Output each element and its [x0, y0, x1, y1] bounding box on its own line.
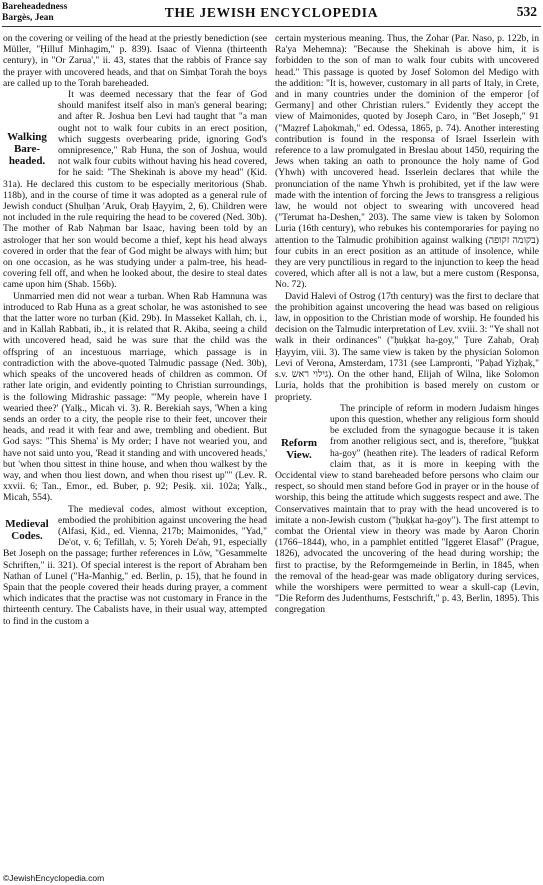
page-title: THE JEWISH ENCYCLOPEDIA — [164, 5, 379, 20]
paragraph: The medieval codes, almost without exception, embodied the prohibition against uncovering the head (Alfasi, Ḳid., ed. Vienna, 217b; Maimonides, "Yad," De'ot, v. 6; Tefillah, v. 5; Yoreh De'ah, 91, especially Bet Joseph on the passage; further references in Löw, "Gesammelte Schriften," ii. 321). Of special interest is the report of Abraham ben Nathan of Lunel ("Ha-Manhig," ed. Berlin, p. 15), that he found in Spain that the people covered their heads during prayer, a comment which indicates that the practise was not customary in France in the thirteenth century. The Cabalists have, in their usual way, attempted to find in the custom a — [3, 503, 267, 627]
copyright-footer: ©JewishEncyclopedia.com — [3, 873, 105, 883]
paragraph: The principle of reform in modern Judaism hinges upon this question, whether any religious form should be excluded from the synagogue because it is taken from another religious sect, and is, therefore, "ḥuḳḳat ha-goy" (heathen rite). The leaders of radical Reform claim that, as it is more in keeping with the Occidental view to stand bareheaded before persons who claim our respect, so should men stand before God in prayer or in the house of worship, this being the attitude which suggests respect and awe. The Conservatives maintain that to pray with the head uncovered is to imitate a non-Jewish custom ("ḥuḳḳat ha-goy"). The first attempt to combat the Oriental view in theory was made by Aaron Chorin (1766–1844), who, in a pamphlet entitled "Iggeret Elasaf" (Prague, 1826), advocated the uncovering of the head during worship; the first to practise, by the Reformgemeinde in Berlin, in 1845, when the removal of the head-gear was made obligatory during services, while the worshipers were permitted to wear a skull-cap (Levin, "Die Reform des Judenthums, Festschrift," p. 43, Berlin, 1895). This congregation — [275, 402, 539, 616]
side-heading-medieval-codes: Medieval Codes. — [5, 517, 49, 542]
paragraph: certain mysterious meaning. Thus, the Zohar (Par. Naso, p. 122b, in Ra'ya Mehemna): "Because the Shekinah is above him, it is forbidden to the son of man to walk four cubits with uncovered head." This passage is quoted by Josef Solomon del Medigo with the addition: "It is, however, customary in all parts of Italy, in Crete, and in many countries under the dominion of the emperor [of Germany] and other Christian rulers." Evidently they accept the view of Maimonides, quoted by Joseph Caro, in "Bet Joseph," 91 ("Maẓref Laḥokmah," ed. Odessa, 1865, p. 74). Another interesting contribution is found in the responsa of Israel Isserlein with reference to a law promulgated in Breslau about 1450, requiring the Jews when taking an oath to pronounce the holy name of God (Yhwh) with uncovered head. Isserlein declares that while the pronunciation of the name Yhwh is prohibited, yet if the law were made with the intention of forcing the Jews to transgress a religious law, he would not object to swearing with uncovered head ("Terumat ha-Deshen," 203). The same view is taken by Solomon Luria (16th century), who rebukes his contemporaries for paying no attention to the Talmudic prohibition against walking (בקומה זקופה) four cubits in an erect position as an attitude of insolence, while they are very punctilious in regard to the injunction to keep the head covered, which after all is not a law, but a mere custom (Responsa, No. 72). — [275, 33, 539, 291]
entry-range-last: Bargès, Jean — [2, 13, 54, 23]
page-number: 532 — [516, 4, 537, 19]
paragraph: Unmarried men did not wear a turban. When Rab Hamnuna was introduced to Rab Huna as a great scholar, he was astonished to see that the latter wore no turban (Ḳid. 29b). In Masseket Kallah, ch. i., and in Kallah Rabbati, ib., it is related that R. Akiba, seeing a child with uncovered head, said he was sure that the child was the offspring of an incestuous marriage, which passage is in contradiction with the above-quoted Talmudic passage (Ned. 30b), which speaks of the uncovered heads of children as common. Of rather late origin, and evidently pointing to Christian surroundings, is the following Midrashic passage: "'My people, wherein have I wearied thee?' (Yalḳ., Micah vi. 3). R. Berekiah says, 'When a king sends an order to a city, the people rise to their feet, uncover their heads, and read it with fear and awe, trembling and obedient. But God says: "This Shema' is My order; I have not wearied you, and have not said unto you, 'Read it standing and with uncovered heads,' but 'when thou sittest in thine house, and when thou walkest by the way, and when thou liest down, and when thou risest up'"' (Lev. R. xxvii. 6; Tan., Emor., ed. Buber, p. 92; Pesiḳ. xii. 102a; Yalḳ., Micah, 554). — [3, 290, 267, 504]
side-heading-reform-view: Reform View. — [280, 436, 318, 461]
header-rule — [2, 26, 541, 27]
right-column — [275, 33, 539, 868]
paragraph: on the covering or veiling of the head at the priestly benediction (see Müller, "Ḥilluf Minhagim," p. 839). Isaac of Vienna (thirteenth century), in "Or Zarua'," ii. 43, states that the rabbis of France say the prayer with uncovered heads, and that on Simḥat Torah the boys are called up to the Torah bareheaded. — [3, 33, 267, 89]
paragraph: David Halevi of Ostrog (17th century) was the first to declare that the prohibition against uncovering the head was based on religious law, in opposition to the Christian mode of worship. He founded his decision on the Talmudic interpretation of Lev. xviii. 3: "Ye shall not walk in their ordinances" ("ḥuḳḳat ha-goy," Ṭure Zahab, Oraḥ Ḥayyim, viii. 3). The same view is taken by the physician Solomon Levi of Verona, Amsterdam, 1731 (see Lampronti, "Paḥad Yiẓḥaḳ," s.v. גילוי ראש). On the other hand, Elijah of Wilna, like Solomon Luria, holds that the prohibition is based merely on custom or propriety. — [275, 290, 539, 403]
entry-range-first: Bareheadedness — [2, 2, 68, 12]
side-heading-walking-bareheaded: Walking Bare- headed. — [7, 131, 47, 168]
paragraph: It was deemed necessary that the fear of God should manifest itself also in man's general bearing; and after R. Joshua ben Levi had taught that "a man ought not to walk four cubits in an erect position, which suggests overbearing pride, ignoring God's omnipresence," Rab Huna, the son of Joshua, would not walk four cubits without having his head covered, for he said: "The Shekinah is above my head" (Ḳid. 31a). He declared this custom to be especially meritorious (Shab. 118b), and in the course of time it was adopted as a general rule of Jewish conduct (Shulḥan 'Aruk, Oraḥ Ḥayyim, 2, 6). Children were not included in the rule requiring the head to be covered (Ned. 30b). The mother of Rab Naḥman bar Isaac, having been told by an astrologer that her son would become a thief, kept his head always covered in order that the fear of God might be always with him; but on one occasion, as he was studying under a palm-tree, his head-covering fell off, and when he looked about, the desire to steal dates came upon him (Shab. 156b). — [3, 89, 267, 291]
left-column — [3, 33, 267, 868]
page-header — [2, 2, 541, 28]
